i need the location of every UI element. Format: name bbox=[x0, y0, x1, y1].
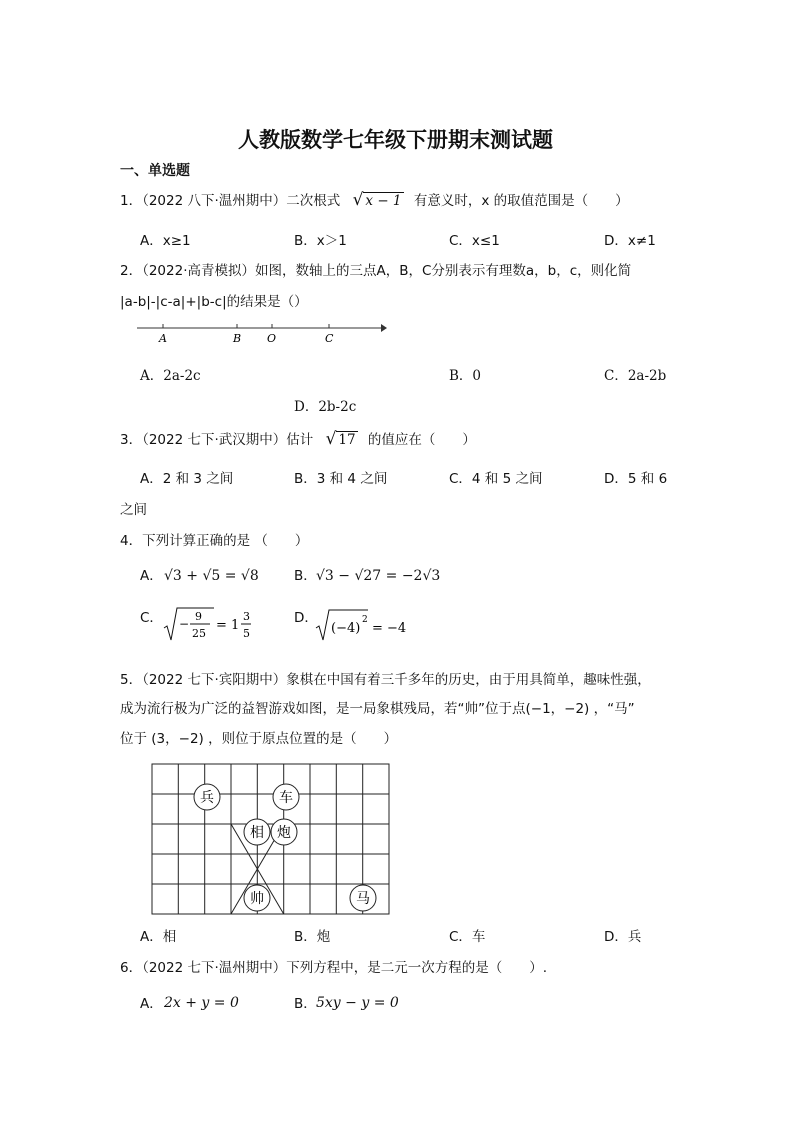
q3-suffix: 的值应在（ ） bbox=[367, 432, 476, 448]
q2-option-c[interactable]: C．2a-2b bbox=[604, 368, 667, 384]
axis-label-o: O bbox=[267, 332, 277, 345]
q1-prefix: 1．（2022 八下·温州期中）二次根式 bbox=[120, 193, 341, 209]
d-rhs: = −4 bbox=[372, 621, 407, 636]
axis-label-b: B bbox=[233, 332, 242, 345]
q1-sqrt bbox=[353, 190, 404, 210]
q5-option-a[interactable]: A．相 bbox=[140, 929, 177, 945]
q3-option-a[interactable]: A．2 和 3 之间 bbox=[140, 471, 234, 487]
q4-option-d-expr bbox=[314, 608, 414, 642]
section-heading: 一、单选题 bbox=[120, 163, 190, 179]
q4-option-b-label[interactable]: B． bbox=[294, 568, 317, 584]
axis-label-c: C bbox=[325, 332, 334, 345]
c-minus: − bbox=[179, 617, 190, 631]
sqrt-sign-icon: √ bbox=[352, 190, 364, 210]
q6-option-a-expr: 2x + y = 0 bbox=[164, 995, 239, 1011]
q5-option-b[interactable]: B．炮 bbox=[294, 929, 331, 945]
chess-piece-shuai bbox=[244, 885, 270, 911]
question-5-line2: 成为流行极为广泛的益智游戏如图，是一局象棋残局，若“帅”位于点(−1，−2) ，“马” bbox=[120, 701, 635, 717]
q5-option-c[interactable]: C．车 bbox=[449, 929, 486, 945]
q3-prefix: 3．（2022 七下·武汉期中）估计 bbox=[120, 432, 314, 448]
piece-label: 车 bbox=[279, 790, 293, 806]
q4-option-b-expr: √3 − √27 = −2√3 bbox=[316, 568, 441, 584]
c-rhs: = 1 bbox=[216, 618, 240, 633]
q3-sqrt bbox=[326, 429, 358, 449]
q1-radicand: x − 1 bbox=[365, 193, 402, 209]
piece-label: 帅 bbox=[250, 891, 264, 907]
question-4-stem: 4．下列计算正确的是 （ ） bbox=[120, 533, 309, 549]
q2-option-b[interactable]: B．0 bbox=[449, 368, 482, 384]
number-line-figure bbox=[135, 318, 390, 348]
q2-option-a[interactable]: A．2a-2c bbox=[140, 368, 201, 384]
q1-option-b[interactable]: B．x＞1 bbox=[294, 233, 347, 249]
question-1-stem bbox=[120, 189, 629, 210]
q1-option-d[interactable]: D．x≠1 bbox=[604, 233, 656, 249]
chess-piece-ma bbox=[350, 885, 376, 911]
c-mixed-den: 5 bbox=[243, 627, 250, 640]
question-5-line3: 位于 (3，−2) ，则位于原点位置的是（ ） bbox=[120, 731, 398, 747]
axis-label-a: A bbox=[159, 332, 167, 345]
question-2-line2: |a-b|-|c-a|+|b-c|的结果是（） bbox=[120, 294, 308, 310]
piece-label: 马 bbox=[356, 891, 370, 907]
q4-option-a-expr: √3 + √5 = √8 bbox=[164, 568, 259, 584]
question-6-stem: 6．（2022 七下·温州期中）下列方程中，是二元一次方程的是（ ）. bbox=[120, 960, 548, 976]
chess-piece-bing bbox=[194, 784, 220, 810]
piece-label: 炮 bbox=[277, 825, 291, 841]
c-den: 25 bbox=[192, 627, 206, 640]
page-title: 人教版数学七年级下册期末测试题 bbox=[238, 127, 553, 152]
sqrt-sign-icon: √ bbox=[325, 429, 337, 449]
q4-option-d-label[interactable]: D． bbox=[294, 610, 318, 626]
q4-option-a-label[interactable]: A． bbox=[140, 568, 163, 584]
q1-option-c[interactable]: C．x≤1 bbox=[449, 233, 500, 249]
q1-suffix: 有意义时，x 的取值范围是（ ） bbox=[413, 193, 629, 209]
q4-option-c-expr bbox=[162, 606, 252, 644]
c-mixed-num: 3 bbox=[243, 610, 250, 623]
chess-piece-xiang bbox=[244, 819, 270, 845]
chess-piece-pao bbox=[271, 819, 297, 845]
q5-option-d[interactable]: D．兵 bbox=[604, 929, 642, 945]
axis-arrow-icon bbox=[381, 324, 387, 332]
question-3-stem bbox=[120, 428, 476, 449]
q4-option-c-label[interactable]: C． bbox=[140, 610, 163, 626]
piece-label: 兵 bbox=[200, 790, 214, 806]
d-exp: 2 bbox=[362, 615, 368, 625]
question-2-line1: 2．（2022·高青模拟）如图，数轴上的三点A，B，C分别表示有理数a，b，c，则化简 bbox=[120, 263, 632, 279]
q1-option-a[interactable]: A．x≥1 bbox=[140, 233, 191, 249]
q6-option-b-expr: 5xy − y = 0 bbox=[316, 995, 399, 1011]
chess-board-figure bbox=[150, 762, 392, 918]
q6-option-b-label[interactable]: B． bbox=[294, 996, 317, 1012]
q3-option-b[interactable]: B．3 和 4 之间 bbox=[294, 471, 388, 487]
d-inner: (−4) bbox=[331, 621, 361, 636]
piece-label: 相 bbox=[250, 825, 264, 841]
q3-option-d-wrap: 之间 bbox=[120, 502, 147, 518]
c-num: 9 bbox=[195, 610, 202, 623]
q3-option-d[interactable]: D．5 和 6 bbox=[604, 471, 668, 487]
q6-option-a-label[interactable]: A． bbox=[140, 996, 163, 1012]
q3-radicand: 17 bbox=[338, 432, 356, 448]
q2-option-d[interactable]: D．2b-2c bbox=[294, 399, 357, 415]
chess-piece-che bbox=[273, 784, 299, 810]
q3-option-c[interactable]: C．4 和 5 之间 bbox=[449, 471, 543, 487]
question-5-line1: 5．（2022 七下·宾阳期中）象棋在中国有着三千多年的历史，由于用具简单，趣味性强， bbox=[120, 672, 651, 688]
